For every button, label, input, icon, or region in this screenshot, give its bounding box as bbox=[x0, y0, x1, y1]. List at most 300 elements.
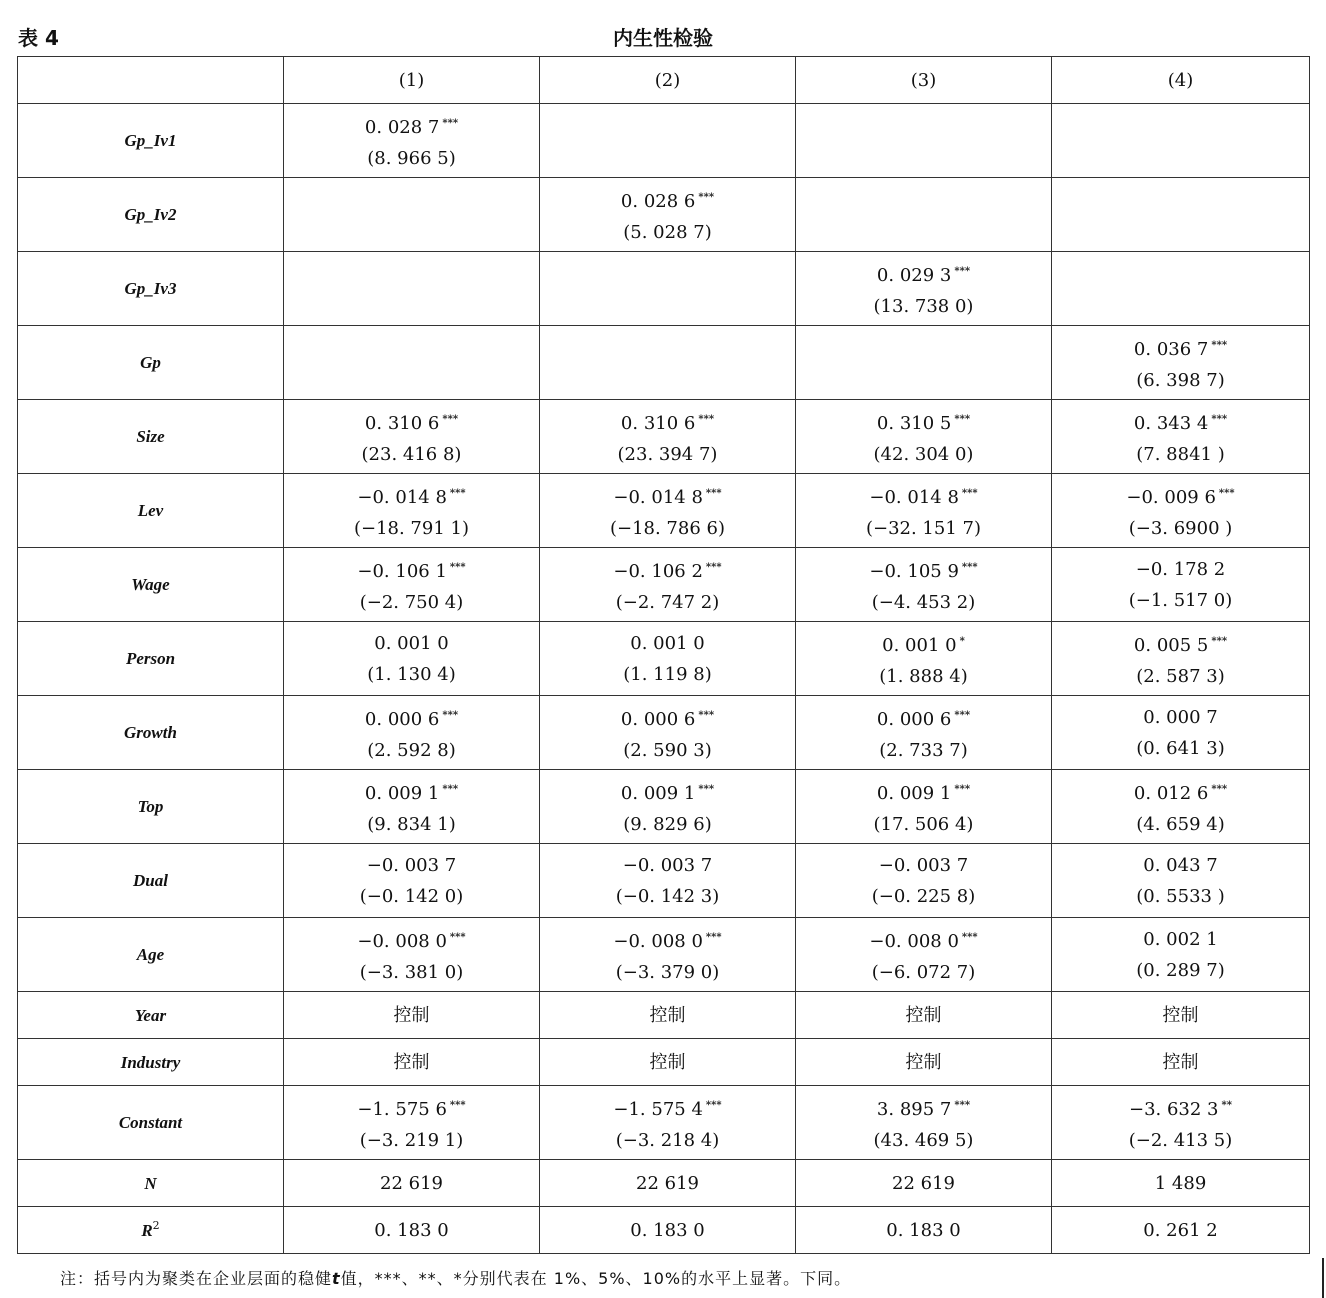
table-row bbox=[18, 400, 1310, 474]
t-statistic: (−3. 379 0) bbox=[615, 961, 720, 983]
coefficient-value: 0. 028 6 bbox=[620, 190, 696, 212]
coefficient bbox=[284, 774, 539, 809]
value-cell bbox=[284, 178, 540, 252]
coefficient-value: 0. 310 6 bbox=[364, 412, 440, 434]
t-statistic: (13. 738 0) bbox=[873, 295, 974, 317]
coefficient-value: −0. 178 2 bbox=[1135, 558, 1226, 580]
value-cell bbox=[796, 400, 1052, 474]
t-statistic: (23. 394 7) bbox=[617, 443, 718, 465]
coefficient bbox=[284, 1168, 539, 1199]
significance-stars: *** bbox=[442, 783, 459, 795]
t-statistic: (6. 398 7) bbox=[1136, 369, 1225, 391]
note-t-symbol: t bbox=[332, 1269, 341, 1288]
coefficient bbox=[1052, 850, 1309, 881]
header-row bbox=[18, 57, 1310, 104]
table-row bbox=[18, 548, 1310, 622]
coefficient bbox=[796, 774, 1051, 809]
t-statistic: (43. 469 5) bbox=[873, 1129, 974, 1151]
coefficient-value: 0. 000 7 bbox=[1143, 706, 1218, 728]
table-number: 表 4 bbox=[18, 26, 59, 50]
value-cell bbox=[540, 844, 796, 918]
value-cell bbox=[284, 1039, 540, 1086]
coefficient bbox=[1052, 478, 1309, 513]
value-cell bbox=[796, 844, 1052, 918]
coefficient bbox=[796, 626, 1051, 661]
value-cell bbox=[1052, 326, 1310, 400]
coefficient-value: −0. 014 8 bbox=[869, 486, 959, 508]
significance-stars: *** bbox=[698, 783, 715, 795]
value-cell bbox=[284, 844, 540, 918]
coefficient bbox=[1052, 1090, 1309, 1125]
coefficient-value: 22 619 bbox=[380, 1172, 443, 1194]
coefficient bbox=[1052, 1047, 1309, 1078]
coefficient bbox=[540, 1215, 795, 1246]
coefficient-value: 0. 009 1 bbox=[364, 782, 440, 804]
coefficient-value: 0. 310 6 bbox=[620, 412, 696, 434]
variable-name: Age bbox=[136, 945, 165, 964]
coefficient bbox=[540, 628, 795, 659]
value-cell bbox=[284, 918, 540, 992]
variable-name: Person bbox=[125, 649, 176, 668]
value-cell bbox=[1052, 1086, 1310, 1160]
t-statistic: (0. 5533 ) bbox=[1136, 885, 1225, 907]
variable-name-cell bbox=[18, 474, 284, 548]
value-cell bbox=[796, 1039, 1052, 1086]
coefficient-value: −0. 009 6 bbox=[1126, 486, 1216, 508]
value-cell bbox=[540, 918, 796, 992]
coefficient bbox=[284, 108, 539, 143]
t-statistic: (−3. 218 4) bbox=[615, 1129, 720, 1151]
t-statistic: (−6. 072 7) bbox=[871, 961, 976, 983]
variable-name: Size bbox=[136, 427, 165, 446]
coefficient-value: 控制 bbox=[649, 1004, 686, 1026]
coefficient bbox=[284, 700, 539, 735]
significance-stars: *** bbox=[954, 413, 971, 425]
value-cell bbox=[796, 622, 1052, 696]
coefficient-value: −1. 575 4 bbox=[613, 1098, 703, 1120]
variable-name-cell bbox=[18, 400, 284, 474]
coefficient bbox=[796, 1215, 1051, 1246]
significance-stars: *** bbox=[449, 561, 466, 573]
significance-stars: *** bbox=[442, 117, 459, 129]
value-cell bbox=[796, 992, 1052, 1039]
table-row bbox=[18, 1086, 1310, 1160]
value-cell bbox=[284, 992, 540, 1039]
significance-stars: *** bbox=[961, 561, 978, 573]
coefficient bbox=[284, 1000, 539, 1031]
value-cell bbox=[796, 104, 1052, 178]
t-statistic: (1. 130 4) bbox=[367, 663, 456, 685]
coefficient-value: 0. 183 0 bbox=[886, 1219, 961, 1241]
significance-stars: *** bbox=[961, 931, 978, 943]
coefficient-value: 0. 001 0 bbox=[882, 634, 957, 656]
coefficient bbox=[540, 1000, 795, 1031]
coefficient-value: 控制 bbox=[393, 1051, 430, 1073]
coefficient bbox=[796, 478, 1051, 513]
coefficient-value: 控制 bbox=[1162, 1004, 1199, 1026]
coefficient-value: −0. 106 2 bbox=[613, 560, 703, 582]
variable-name: R bbox=[141, 1221, 153, 1240]
coefficient-value: −0. 014 8 bbox=[613, 486, 703, 508]
note-prefix: 注：括号内为聚类在企业层面的稳健 bbox=[60, 1269, 333, 1288]
value-cell bbox=[540, 178, 796, 252]
coefficient bbox=[540, 1168, 795, 1199]
variable-name-cell bbox=[18, 696, 284, 770]
coefficient-value: 0. 183 0 bbox=[374, 1219, 449, 1241]
coefficient bbox=[1052, 626, 1309, 661]
table-row bbox=[18, 1160, 1310, 1207]
coefficient-value: 0. 028 7 bbox=[364, 116, 440, 138]
table-row bbox=[18, 474, 1310, 548]
variable-name: Industry bbox=[120, 1052, 181, 1072]
coefficient-value: −0. 008 0 bbox=[869, 930, 959, 952]
value-cell bbox=[540, 326, 796, 400]
significance-stars: *** bbox=[449, 487, 466, 499]
coefficient bbox=[796, 700, 1051, 735]
variable-name: Growth bbox=[124, 723, 177, 742]
coefficient-value: −0. 106 1 bbox=[357, 560, 447, 582]
variable-name-cell bbox=[18, 104, 284, 178]
significance-stars: *** bbox=[705, 1099, 722, 1111]
coefficient-value: 控制 bbox=[905, 1051, 942, 1073]
t-statistic: (17. 506 4) bbox=[873, 813, 974, 835]
variable-name-cell bbox=[18, 622, 284, 696]
value-cell bbox=[540, 1207, 796, 1254]
significance-stars: *** bbox=[698, 413, 715, 425]
significance-stars: *** bbox=[1211, 783, 1228, 795]
value-cell bbox=[540, 696, 796, 770]
column-header: (1) bbox=[284, 57, 540, 104]
value-cell bbox=[1052, 1160, 1310, 1207]
value-cell bbox=[796, 770, 1052, 844]
column-header: (3) bbox=[796, 57, 1052, 104]
value-cell bbox=[540, 622, 796, 696]
t-statistic: (9. 834 1) bbox=[367, 813, 456, 835]
header-cell-empty bbox=[18, 57, 284, 104]
significance-stars: *** bbox=[961, 487, 978, 499]
coefficient-value: 0. 009 1 bbox=[876, 782, 952, 804]
table-row bbox=[18, 696, 1310, 770]
value-cell bbox=[540, 548, 796, 622]
significance-stars: *** bbox=[705, 931, 722, 943]
t-statistic: (0. 641 3) bbox=[1136, 737, 1225, 759]
table-row bbox=[18, 178, 1310, 252]
t-statistic: (−2. 747 2) bbox=[615, 591, 720, 613]
coefficient-value: 0. 183 0 bbox=[630, 1219, 705, 1241]
t-statistic: (4. 659 4) bbox=[1136, 813, 1225, 835]
significance-stars: *** bbox=[954, 265, 971, 277]
variable-name: Gp_Iv2 bbox=[124, 205, 177, 224]
table-row bbox=[18, 622, 1310, 696]
value-cell bbox=[796, 1207, 1052, 1254]
t-statistic: (−0. 142 0) bbox=[359, 885, 464, 907]
coefficient bbox=[284, 478, 539, 513]
variable-name: Dual bbox=[133, 871, 168, 890]
significance-stars: *** bbox=[698, 191, 715, 203]
coefficient-value: 3. 895 7 bbox=[876, 1098, 952, 1120]
coefficient-value: 0. 029 3 bbox=[876, 264, 952, 286]
coefficient bbox=[284, 404, 539, 439]
coefficient bbox=[1052, 1000, 1309, 1031]
table-row bbox=[18, 1207, 1310, 1254]
coefficient bbox=[540, 774, 795, 809]
coefficient-value: 0. 000 6 bbox=[876, 708, 952, 730]
coefficient bbox=[284, 922, 539, 957]
value-cell bbox=[540, 1086, 796, 1160]
coefficient-value: 0. 036 7 bbox=[1133, 338, 1209, 360]
value-cell bbox=[1052, 1039, 1310, 1086]
coefficient-value: 控制 bbox=[1162, 1051, 1199, 1073]
variable-name: Constant bbox=[118, 1113, 183, 1132]
value-cell bbox=[796, 252, 1052, 326]
t-statistic: (−0. 142 3) bbox=[615, 885, 720, 907]
value-cell bbox=[540, 992, 796, 1039]
coefficient-value: 22 619 bbox=[636, 1172, 699, 1194]
coefficient bbox=[284, 1047, 539, 1078]
coefficient-value: −0. 008 0 bbox=[613, 930, 703, 952]
significance-stars: *** bbox=[705, 561, 722, 573]
coefficient bbox=[540, 552, 795, 587]
variable-name-cell bbox=[18, 252, 284, 326]
significance-stars: *** bbox=[954, 783, 971, 795]
column-header: (4) bbox=[1052, 57, 1310, 104]
coefficient-value: −0. 105 9 bbox=[869, 560, 959, 582]
t-statistic: (−3. 219 1) bbox=[359, 1129, 464, 1151]
coefficient-value: 控制 bbox=[905, 1004, 942, 1026]
coefficient bbox=[1052, 554, 1309, 585]
coefficient-value: 0. 001 0 bbox=[374, 632, 449, 654]
variable-name: Top bbox=[137, 797, 164, 816]
value-cell bbox=[796, 1160, 1052, 1207]
value-cell bbox=[1052, 992, 1310, 1039]
value-cell bbox=[284, 548, 540, 622]
coefficient-value: −1. 575 6 bbox=[357, 1098, 447, 1120]
coefficient-value: 22 619 bbox=[892, 1172, 955, 1194]
coefficient-value: 控制 bbox=[649, 1051, 686, 1073]
value-cell bbox=[796, 474, 1052, 548]
value-cell bbox=[796, 326, 1052, 400]
value-cell bbox=[796, 1086, 1052, 1160]
coefficient bbox=[796, 1168, 1051, 1199]
t-statistic: (−4. 453 2) bbox=[871, 591, 976, 613]
value-cell bbox=[1052, 252, 1310, 326]
t-statistic: (−18. 791 1) bbox=[353, 517, 469, 539]
coefficient bbox=[540, 404, 795, 439]
coefficient bbox=[796, 404, 1051, 439]
significance-stars: * bbox=[959, 635, 965, 647]
significance-stars: ** bbox=[1221, 1099, 1232, 1111]
t-statistic: (2. 590 3) bbox=[623, 739, 712, 761]
t-statistic: (8. 966 5) bbox=[367, 147, 456, 169]
value-cell bbox=[1052, 622, 1310, 696]
coefficient-value: −3. 632 3 bbox=[1129, 1098, 1219, 1120]
table-note bbox=[60, 1266, 851, 1289]
value-cell bbox=[1052, 918, 1310, 992]
t-statistic: (5. 028 7) bbox=[623, 221, 712, 243]
t-statistic: (1. 119 8) bbox=[623, 663, 712, 685]
coefficient-value: 0. 001 0 bbox=[630, 632, 705, 654]
coefficient-value: −0. 003 7 bbox=[622, 854, 713, 876]
coefficient bbox=[284, 628, 539, 659]
variable-name: Lev bbox=[137, 501, 164, 520]
variable-name: Gp_Iv3 bbox=[124, 279, 177, 298]
significance-stars: *** bbox=[954, 1099, 971, 1111]
t-statistic: (−3. 381 0) bbox=[359, 961, 464, 983]
variable-superscript: 2 bbox=[152, 1219, 160, 1232]
value-cell bbox=[540, 252, 796, 326]
coefficient bbox=[796, 1000, 1051, 1031]
value-cell bbox=[540, 474, 796, 548]
value-cell bbox=[1052, 844, 1310, 918]
significance-stars: *** bbox=[1211, 635, 1228, 647]
coefficient bbox=[796, 850, 1051, 881]
value-cell bbox=[1052, 400, 1310, 474]
value-cell bbox=[540, 1160, 796, 1207]
coefficient-value: 0. 000 6 bbox=[364, 708, 440, 730]
coefficient bbox=[796, 1090, 1051, 1125]
value-cell bbox=[1052, 474, 1310, 548]
coefficient bbox=[284, 552, 539, 587]
variable-name: Year bbox=[134, 1005, 167, 1025]
coefficient-value: −0. 003 7 bbox=[366, 854, 457, 876]
t-statistic: (2. 592 8) bbox=[367, 739, 456, 761]
coefficient bbox=[540, 850, 795, 881]
variable-name-cell bbox=[18, 918, 284, 992]
coefficient-value: −0. 008 0 bbox=[357, 930, 447, 952]
value-cell bbox=[1052, 696, 1310, 770]
table-row bbox=[18, 770, 1310, 844]
coefficient bbox=[796, 922, 1051, 957]
coefficient bbox=[796, 1047, 1051, 1078]
variable-name: N bbox=[144, 1173, 157, 1193]
value-cell bbox=[796, 696, 1052, 770]
coefficient-value: 0. 000 6 bbox=[620, 708, 696, 730]
variable-name: Gp_Iv1 bbox=[124, 131, 177, 150]
t-statistic: (−1. 517 0) bbox=[1128, 589, 1233, 611]
note-suffix: 值，***、**、*分别代表在 1%、5%、10%的水平上显著。下同。 bbox=[340, 1269, 852, 1288]
table-row bbox=[18, 326, 1310, 400]
t-statistic: (−18. 786 6) bbox=[609, 517, 725, 539]
value-cell bbox=[284, 474, 540, 548]
t-statistic: (1. 888 4) bbox=[879, 665, 968, 687]
variable-name-cell bbox=[18, 1086, 284, 1160]
table-row bbox=[18, 252, 1310, 326]
coefficient bbox=[1052, 1215, 1309, 1246]
significance-stars: *** bbox=[442, 709, 459, 721]
value-cell bbox=[284, 1086, 540, 1160]
coefficient-value: 0. 310 5 bbox=[876, 412, 952, 434]
t-statistic: (0. 289 7) bbox=[1136, 959, 1225, 981]
t-statistic: (−3. 6900 ) bbox=[1128, 517, 1233, 539]
value-cell bbox=[1052, 1207, 1310, 1254]
t-statistic: (2. 587 3) bbox=[1136, 665, 1225, 687]
coefficient-value: −0. 014 8 bbox=[357, 486, 447, 508]
value-cell bbox=[540, 104, 796, 178]
coefficient-value: 0. 005 5 bbox=[1133, 634, 1209, 656]
variable-name-cell bbox=[18, 1160, 284, 1207]
significance-stars: *** bbox=[449, 1099, 466, 1111]
coefficient-value: −0. 003 7 bbox=[878, 854, 969, 876]
coefficient-value: 1 489 bbox=[1154, 1172, 1207, 1194]
coefficient bbox=[1052, 330, 1309, 365]
significance-stars: *** bbox=[705, 487, 722, 499]
t-statistic: (−0. 225 8) bbox=[871, 885, 976, 907]
t-statistic: (−2. 750 4) bbox=[359, 591, 464, 613]
coefficient bbox=[1052, 924, 1309, 955]
significance-stars: *** bbox=[1211, 339, 1228, 351]
variable-name-cell bbox=[18, 326, 284, 400]
variable-name-cell bbox=[18, 1207, 284, 1254]
value-cell bbox=[284, 696, 540, 770]
coefficient-value: 0. 043 7 bbox=[1143, 854, 1218, 876]
value-cell bbox=[284, 326, 540, 400]
value-cell bbox=[796, 918, 1052, 992]
coefficient bbox=[540, 922, 795, 957]
significance-stars: *** bbox=[954, 709, 971, 721]
coefficient bbox=[796, 256, 1051, 291]
value-cell bbox=[284, 770, 540, 844]
variable-name: Wage bbox=[131, 575, 170, 594]
t-statistic: (−32. 151 7) bbox=[865, 517, 981, 539]
significance-stars: *** bbox=[1218, 487, 1235, 499]
value-cell bbox=[1052, 178, 1310, 252]
coefficient bbox=[540, 1090, 795, 1125]
coefficient-value: 控制 bbox=[393, 1004, 430, 1026]
coefficient-value: 0. 012 6 bbox=[1133, 782, 1209, 804]
table-row bbox=[18, 844, 1310, 918]
value-cell bbox=[284, 400, 540, 474]
t-statistic: (9. 829 6) bbox=[623, 813, 712, 835]
t-statistic: (42. 304 0) bbox=[873, 443, 974, 465]
page-edge-line bbox=[1322, 1258, 1324, 1298]
significance-stars: *** bbox=[698, 709, 715, 721]
t-statistic: (2. 733 7) bbox=[879, 739, 968, 761]
coefficient bbox=[1052, 1168, 1309, 1199]
table-row bbox=[18, 104, 1310, 178]
variable-name: Gp bbox=[140, 353, 161, 372]
coefficient bbox=[1052, 404, 1309, 439]
coefficient bbox=[540, 182, 795, 217]
value-cell bbox=[284, 1160, 540, 1207]
variable-name-cell bbox=[18, 770, 284, 844]
variable-name-cell bbox=[18, 1039, 284, 1086]
variable-name-cell bbox=[18, 992, 284, 1039]
value-cell bbox=[284, 104, 540, 178]
value-cell bbox=[540, 770, 796, 844]
value-cell bbox=[284, 252, 540, 326]
value-cell bbox=[796, 178, 1052, 252]
t-statistic: (−2. 413 5) bbox=[1128, 1129, 1233, 1151]
value-cell bbox=[796, 548, 1052, 622]
coefficient bbox=[796, 552, 1051, 587]
coefficient bbox=[540, 478, 795, 513]
table-row bbox=[18, 918, 1310, 992]
coefficient bbox=[284, 1090, 539, 1125]
value-cell bbox=[284, 1207, 540, 1254]
value-cell bbox=[1052, 104, 1310, 178]
significance-stars: *** bbox=[449, 931, 466, 943]
coefficient bbox=[1052, 774, 1309, 809]
t-statistic: (23. 416 8) bbox=[361, 443, 462, 465]
coefficient bbox=[540, 1047, 795, 1078]
table-row bbox=[18, 1039, 1310, 1086]
table-title: 内生性检验 bbox=[613, 26, 713, 50]
variable-name-cell bbox=[18, 548, 284, 622]
coefficient-value: 0. 261 2 bbox=[1143, 1219, 1218, 1241]
column-header: (2) bbox=[540, 57, 796, 104]
table-row bbox=[18, 992, 1310, 1039]
coefficient bbox=[1052, 702, 1309, 733]
